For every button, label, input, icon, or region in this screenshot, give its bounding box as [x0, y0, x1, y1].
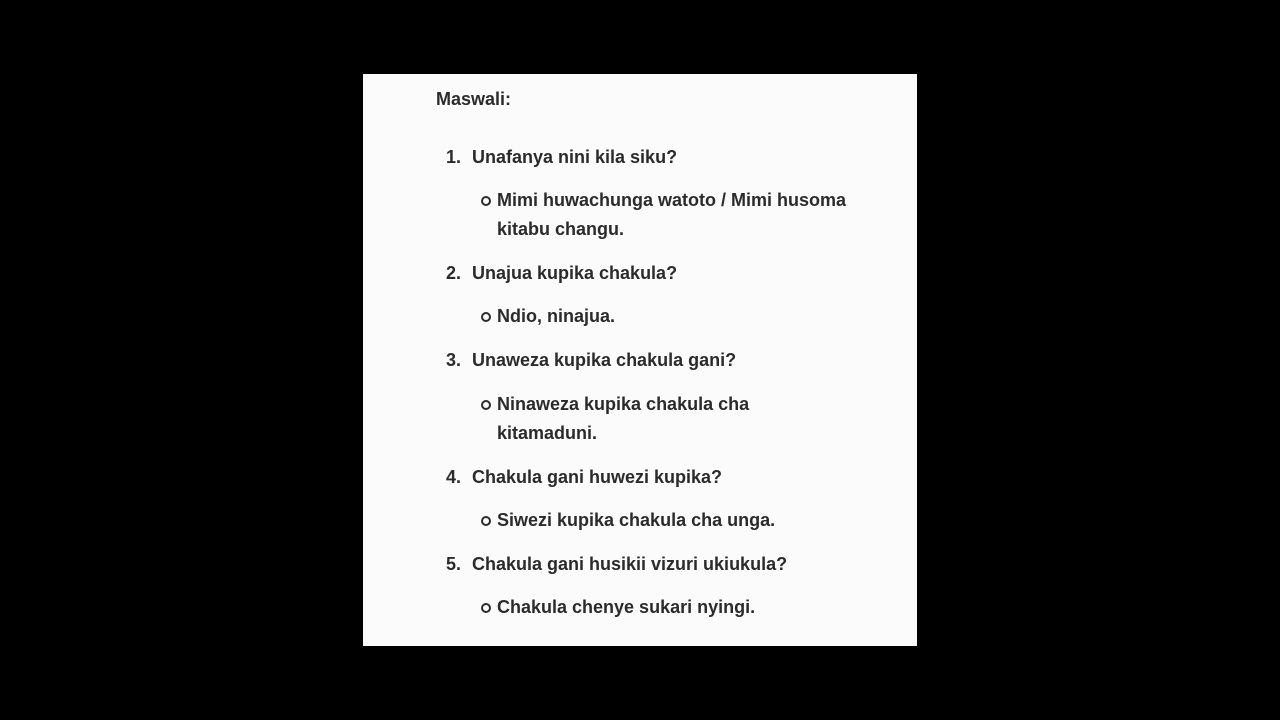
question-text: Unafanya nini kila siku?: [472, 147, 678, 167]
bullet-icon: [481, 196, 491, 206]
bullet-icon: [481, 603, 491, 613]
question-text: Chakula gani husikii vizuri ukiukula?: [472, 554, 788, 574]
question-text: Unaweza kupika chakula gani?: [472, 350, 737, 370]
question-text: Chakula gani huwezi kupika?: [472, 467, 723, 487]
question-number: 2.: [446, 263, 462, 283]
answer-text: Chakula chenye sukari nyingi.: [497, 597, 756, 617]
bullet-icon: [481, 312, 491, 322]
question-number: 1.: [446, 147, 462, 167]
answer-text: Ninaweza kupika chakula cha kitamaduni.: [497, 394, 750, 443]
document-card: [363, 74, 917, 646]
question-number: 4.: [446, 467, 462, 487]
answer-text: Siwezi kupika chakula cha unga.: [497, 510, 776, 530]
answer-text: Ndio, ninajua.: [497, 306, 616, 326]
answer-text: Mimi huwachunga watoto / Mimi husoma kitabu changu.: [497, 190, 847, 239]
question-number: 3.: [446, 350, 462, 370]
heading: Maswali:: [436, 89, 512, 109]
question-text: Unajua kupika chakula?: [472, 263, 678, 283]
bullet-icon: [481, 516, 491, 526]
question-number: 5.: [446, 554, 462, 574]
bullet-icon: [481, 400, 491, 410]
